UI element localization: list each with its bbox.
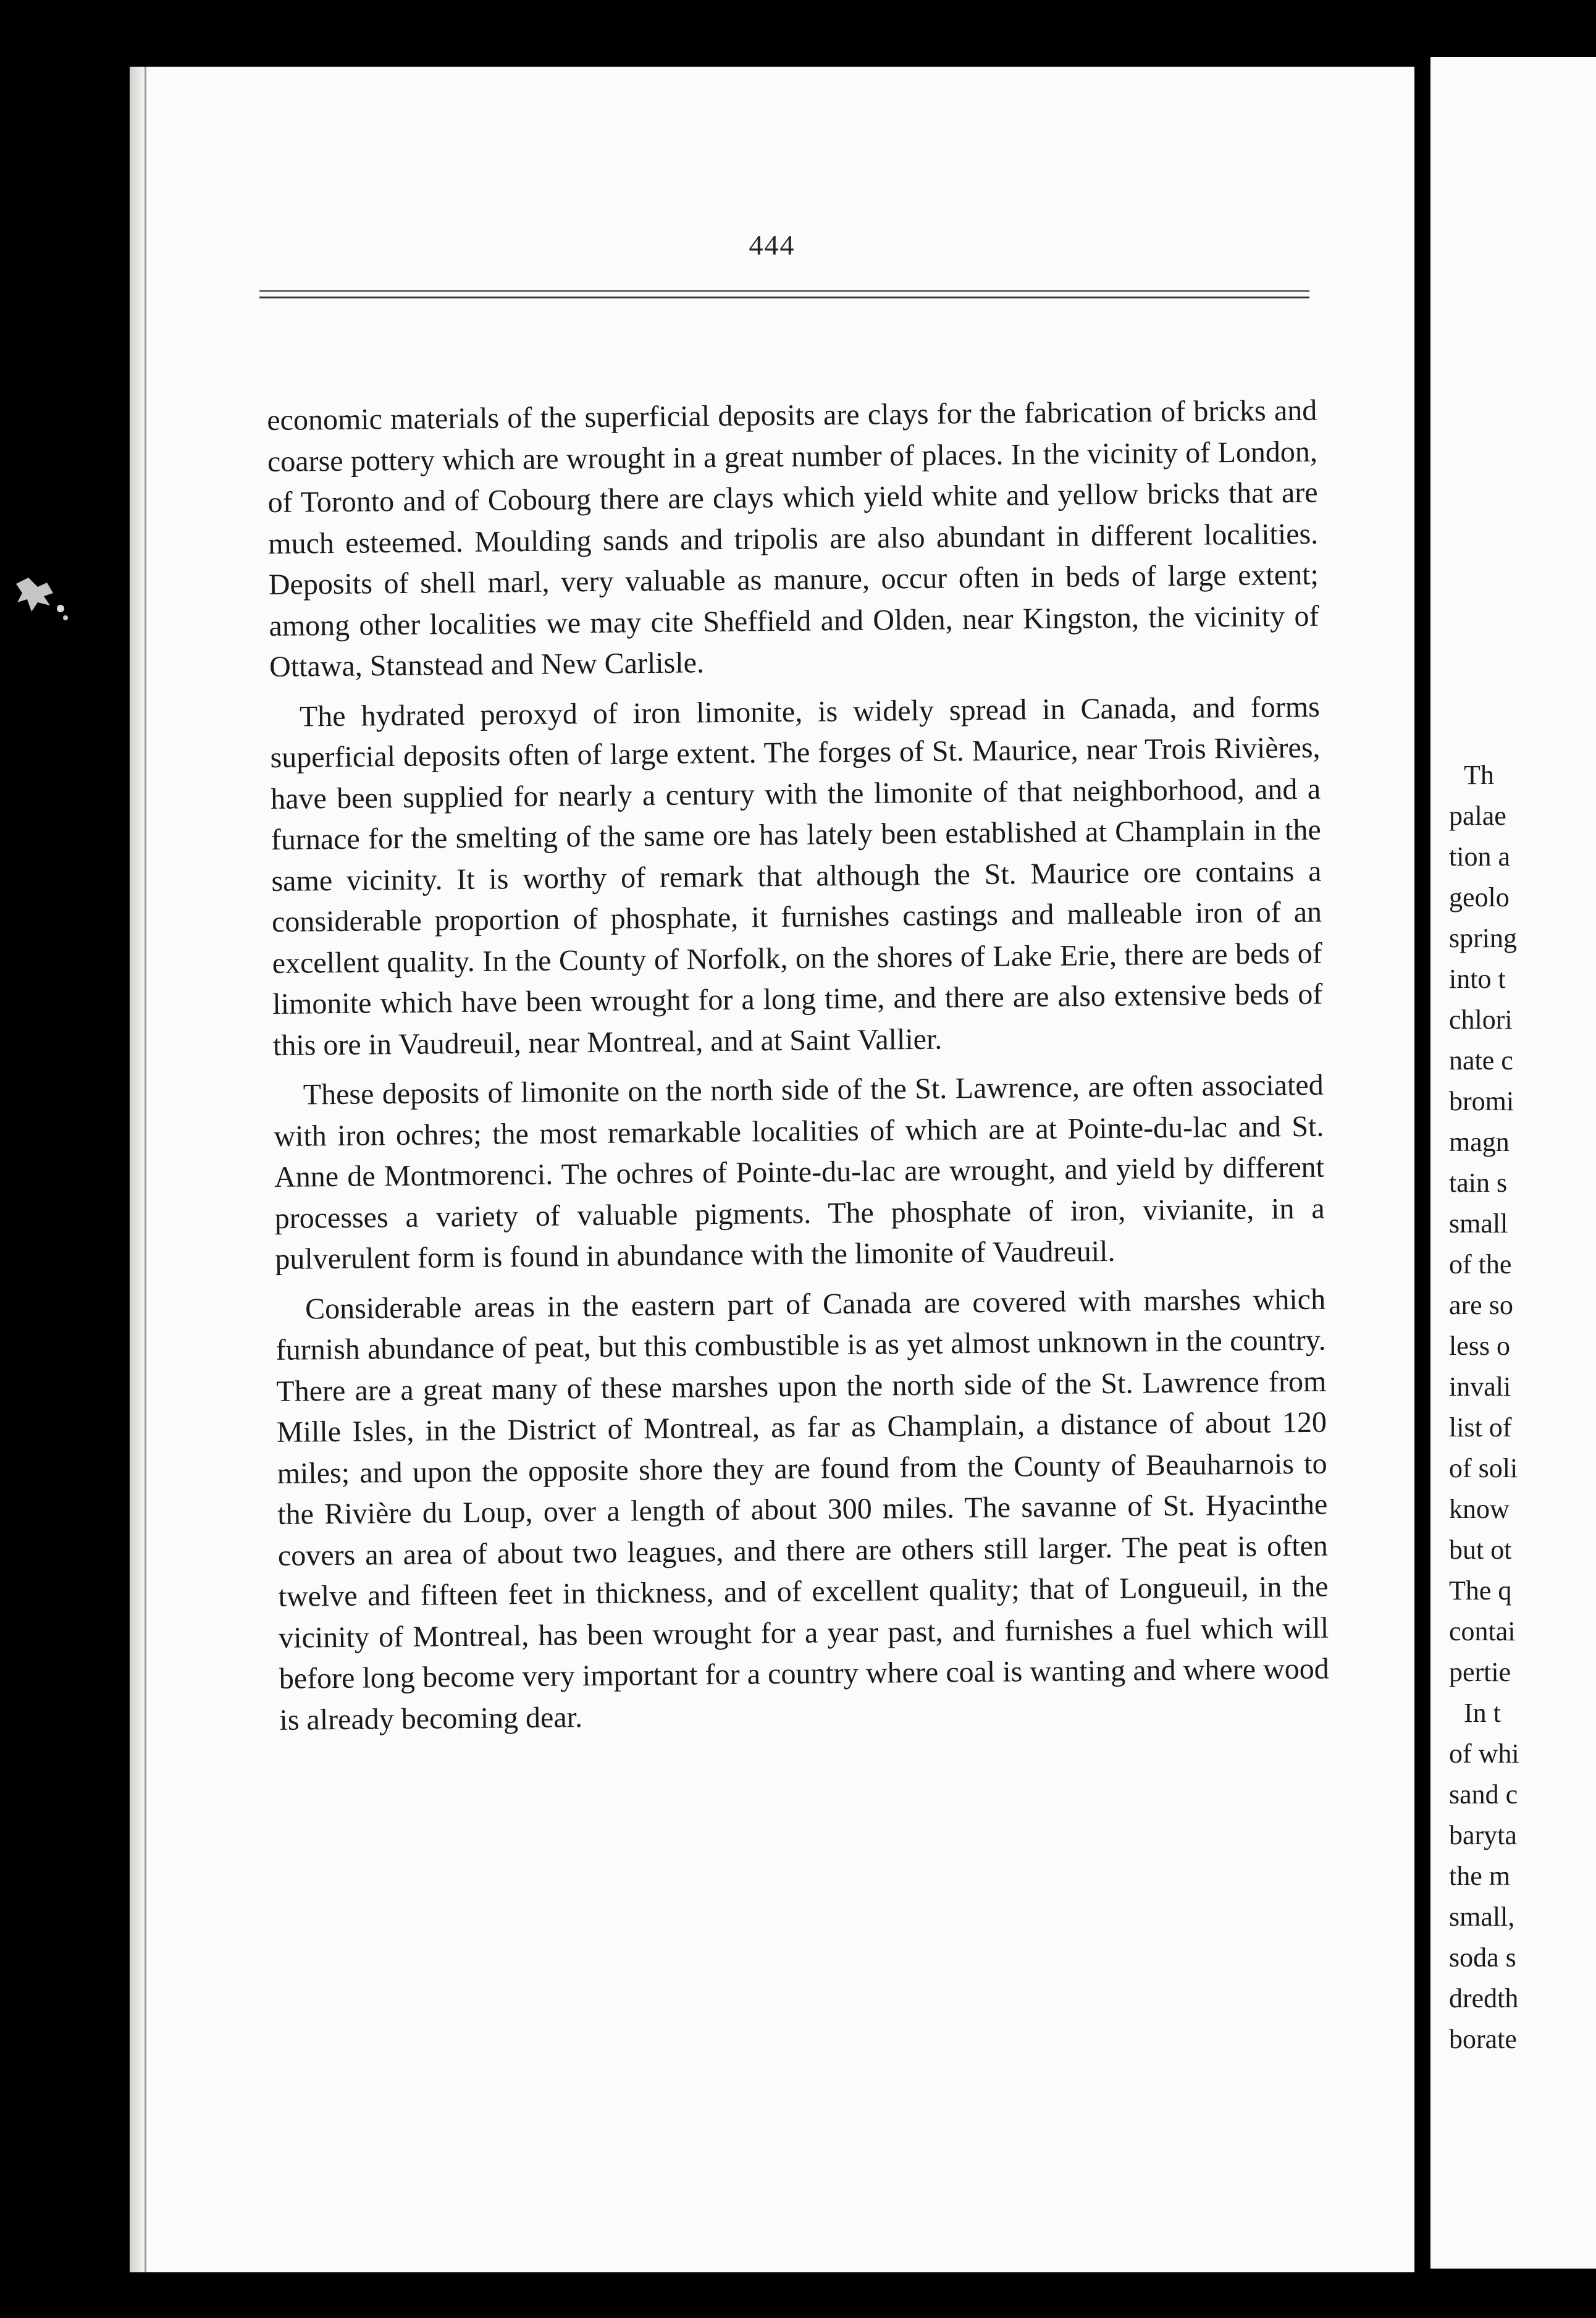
adjacent-line: bromi: [1449, 1086, 1514, 1116]
adjacent-page: [1430, 57, 1596, 2269]
adjacent-line: baryta: [1449, 1820, 1517, 1850]
adjacent-line: of soli: [1449, 1453, 1518, 1483]
adjacent-line: of the: [1449, 1249, 1512, 1279]
adjacent-line: the m: [1449, 1861, 1510, 1891]
adjacent-line: small,: [1449, 1902, 1515, 1932]
header-rule-top: [259, 290, 1309, 292]
adjacent-line: magn: [1449, 1127, 1510, 1157]
adjacent-line: contai: [1449, 1616, 1516, 1646]
adjacent-line: small: [1449, 1208, 1508, 1239]
paragraph-iron-ochres: These deposits of limonite on the north side of the St. Lawrence, are often associated with iron ochres; the most remarkable localities of which are at Pointe-du-lac and St. Anne de Montmorenci. The ochres of Pointe-du-lac are wrought, and yield by different processes a variety of valuable pigments. The phosphate of iron, vivianite, in a pulverulent form is found in abundance with the limonite of Vaudreuil.: [274, 1068, 1325, 1276]
adjacent-line: into t: [1449, 964, 1506, 994]
adjacent-line: chlori: [1449, 1005, 1513, 1035]
adjacent-line: spring: [1449, 923, 1517, 953]
adjacent-line: The q: [1449, 1575, 1512, 1606]
adjacent-line: soda s: [1449, 1942, 1516, 1973]
adjacent-line: of whi: [1449, 1738, 1519, 1769]
body-text: [267, 390, 1330, 1750]
adjacent-line: know: [1449, 1494, 1510, 1524]
adjacent-line: list of: [1449, 1412, 1512, 1443]
adjacent-line: are so: [1449, 1290, 1513, 1320]
adjacent-line: In t: [1464, 1698, 1501, 1728]
adjacent-line: geolo: [1449, 882, 1510, 912]
adjacent-line: but ot: [1449, 1535, 1512, 1565]
header-rule-bottom: [259, 297, 1309, 298]
adjacent-line: pertie: [1449, 1657, 1511, 1687]
main-page: [130, 67, 1414, 2272]
adjacent-line: tain s: [1449, 1168, 1508, 1198]
adjacent-line: invali: [1449, 1372, 1511, 1402]
adjacent-page-text: [1449, 755, 1519, 2060]
binding-edge: [145, 67, 146, 2272]
adjacent-line: palae: [1449, 801, 1506, 831]
adjacent-line: Th: [1464, 760, 1494, 790]
adjacent-line: tion a: [1449, 841, 1510, 872]
page-number: 444: [749, 229, 796, 261]
adjacent-line: nate c: [1449, 1045, 1513, 1076]
scan-artifact: [4, 559, 78, 627]
paragraph-peat-marshes: Considerable areas in the eastern part of Canada are covered with marshes which furnish abundance of peat, but this combustible is as yet almost unknown in the country. There are a great many of these marshes upon the north side of the St. Lawrence from Mille Isles, in the District of Montreal, as far as Champlain, a distance of about 120 miles; and upon the opposite shore they are found from the County of Beauharnois to the Rivière du Loup, over a length of about 300 miles. The savanne of St. Hyacinthe covers an area of about two leagues, and there are others still larger. The peat is often twelve and fifteen feet in thickness, and of excellent quality; that of Longueuil, in the vicinity of Montreal, has been wrought for a year past, and furnishes a fuel which will before long become very important for a country where coal is wanting and where wood is already becoming dear.: [275, 1283, 1330, 1737]
paragraph-limonite: The hydrated peroxyd of iron limonite, is widely spread in Canada, and forms superficial deposits often of large extent. The forges of St. Maurice, near Trois Rivières, have been supplied for nearly a century with the limonite of that neighborhood, and a furnace for the smelting of the same ore has lately been established at Champlain in the same vicinity. It is worthy of remark that although the St. Maurice ore contains a considerable proportion of phosphate, it furnishes castings and malleable iron of an excellent quality. In the County of Norfolk, on the shores of Lake Erie, there are beds of limonite which have been wrought for a long time, and there are also extensive beds of this ore in Vaudreuil, near Montreal, and at Saint Vallier.: [270, 690, 1323, 1062]
adjacent-line: less o: [1449, 1331, 1510, 1361]
paragraph-clays-and-marl: economic materials of the superficial deposits are clays for the fabrication of bricks and coarse pottery which are wrought in a great number of places. In the vicinity of London, of Toronto and of Cobourg there are clays which yield white and yellow bricks that are much esteemed. Moulding sands and tripolis are also abundant in different localities. Deposits of shell marl, very valuable as manure, occur often in beds of large extent; among other localities we may cite Sheffield and Olden, near Kingston, the vicinity of Ottawa, Stanstead and New Carlisle.: [267, 394, 1319, 683]
adjacent-line: borate: [1449, 2024, 1517, 2054]
adjacent-line: sand c: [1449, 1779, 1518, 1810]
adjacent-line: dredth: [1449, 1983, 1519, 2013]
